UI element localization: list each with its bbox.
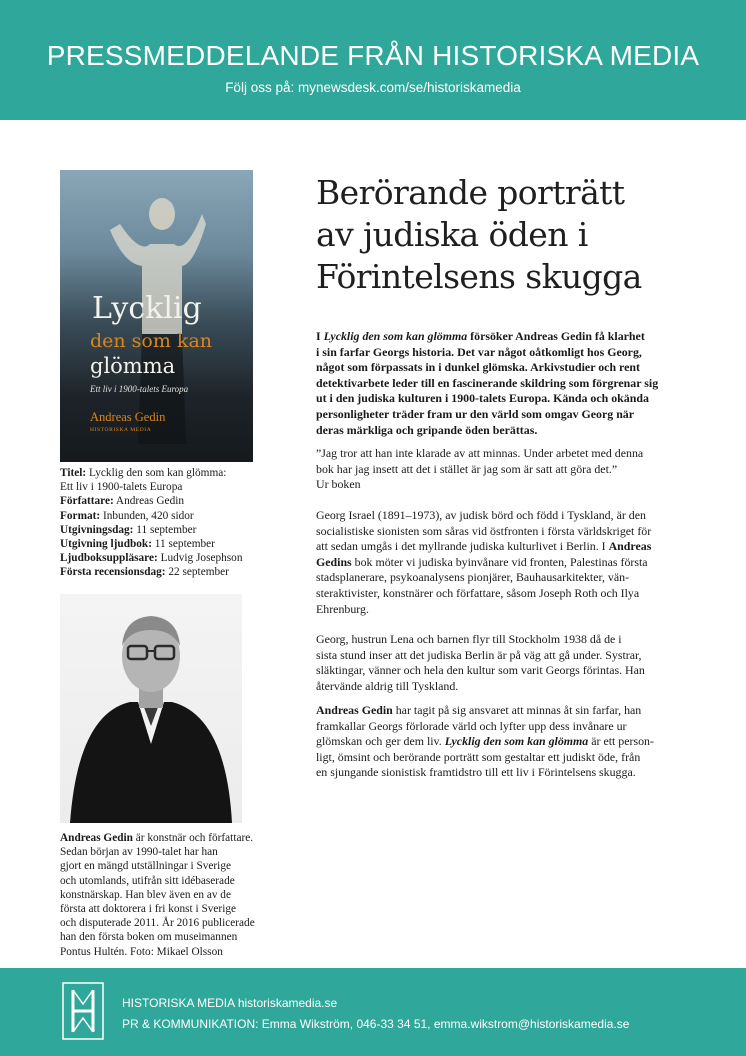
footer-org-line: HISTORISKA MEDIA historiskamedia.se: [122, 996, 338, 1010]
footer-bar: [0, 968, 746, 1056]
footer-website-link[interactable]: historiskamedia.se: [234, 996, 338, 1010]
body-paragraph-author: Andreas Gedin har tagit på sig ansvaret att minnas åt sin farfar, han framkallar Georgs förlorade värld och lyfter upp dess invånare ur glömskan och ger dem liv. Lycklig den som kan glömma är ett person- ligt, ömsint och berörande porträtt som gestaltar ett judiskt öde, från en sjungande sionistisk framtidstro till ett liv i Förintelsens skugga.: [316, 703, 654, 780]
cover-title-line1: Lycklig: [92, 291, 202, 326]
cover-author: Andreas Gedin: [90, 410, 166, 424]
detail-release: Utgivningsdag: 11 september: [60, 523, 197, 536]
author-photo: [60, 594, 242, 823]
detail-title-cont: Ett liv i 1900-talets Europa: [60, 481, 183, 494]
bio-author-name: Andreas Gedin: [60, 832, 133, 844]
quote-paragraph: ”Jag tror att han inte klarade av att minnas. Under arbetet med denna bok har jag insett att det i stället är jag som är satt att göra det.” Ur boken: [316, 446, 644, 492]
body-paragraph-flight: Georg, hustrun Lena och barnen flyr till Stockholm 1938 då de i sista stund inser att det judiska Berlin är på väg att gå under. Systrar, släktingar, vänner och hela den kultur som varit Georgs förintas. Han återvände aldrig till Tyskland.: [316, 632, 645, 693]
banner-follow-link[interactable]: Följ oss på: mynewsdesk.com/se/historiskamedia: [225, 80, 521, 95]
historiska-media-logo-icon: [62, 982, 104, 1040]
book-details: [60, 466, 260, 580]
book-cover-image: [60, 170, 253, 462]
detail-review-day: Första recensionsdag: 22 september: [60, 566, 229, 579]
banner-title: PRESSMEDDELANDE FRÅN HISTORISKA MEDIA: [46, 40, 700, 71]
cover-subtitle: Ett liv i 1900-talets Europa: [90, 384, 189, 394]
detail-format: Format: Inbunden, 420 sidor: [60, 509, 194, 522]
author-bio: Andreas Gedin är konstnär och författare. Sedan början av 1990-talet har han gjort en mängd utställningar i Sverige och utomlands, utifrån sitt idébaserade konstnärskap. Han blev även en av de första att doktorera i fri konst i Sverige och disputerade 2011. År 2016 publicerade han den första boken om museimannen Pontus Hultén. Foto: Mikael Olsson: [60, 832, 255, 958]
detail-reader: Ljudboksuppläsare: Ludvig Josephson: [60, 552, 243, 565]
author-portrait-illustration: [60, 594, 242, 823]
cover-publisher: HISTORISKA MEDIA: [90, 427, 152, 433]
footer-contact-line[interactable]: PR & KOMMUNIKATION: Emma Wikström, 046-33 34 51, emma.wikstrom@historiskamedia.se: [122, 1017, 630, 1031]
lead-paragraph: I Lycklig den som kan glömma försöker Andreas Gedin få klarhet i sin farfar Georgs historia. Det var något oåtkomligt hos Georg, något som förpassats in i dunkel glömska. Arkivstudier och rent detektivarbete leder till en fascinerande skildring som förgrenar sig ut i den judiska kulturen i 1900-talets Europa. Kända och okända personligheter träder fram ur den värld som omgav Georg när deras märkliga och gripande öden berättas.: [316, 329, 659, 437]
detail-audiobook: Utgivning ljudbok: 11 september: [60, 538, 215, 551]
article-headline: Berörande porträtt av judiska öden i Förintelsens skugga: [316, 173, 642, 296]
detail-title: Titel: Lycklig den som kan glömma:: [60, 467, 227, 479]
cover-title-line2: den som kan: [90, 330, 213, 352]
detail-author: Författare: Andreas Gedin: [60, 495, 185, 508]
press-release-banner: [0, 0, 746, 120]
body-paragraph-georg: Georg Israel (1891–1973), av judisk börd och född i Tyskland, är den socialistiske sionisten som såras vid östfronten i första världskriget för att sedan umgås i det myllrande judiska kulturlivet i Berlin. I Andreas Gedins bok möter vi judiska byinvånare vid fronten, Palestinas första stadsplanerare, psykoanalysens pionjärer, Bauhausarkitekter, vän- steraktivister, konstnärer och författare, såsom Joseph Roth och Ilya Ehrenburg.: [316, 508, 652, 616]
cover-title-line3: glömma: [90, 354, 176, 378]
